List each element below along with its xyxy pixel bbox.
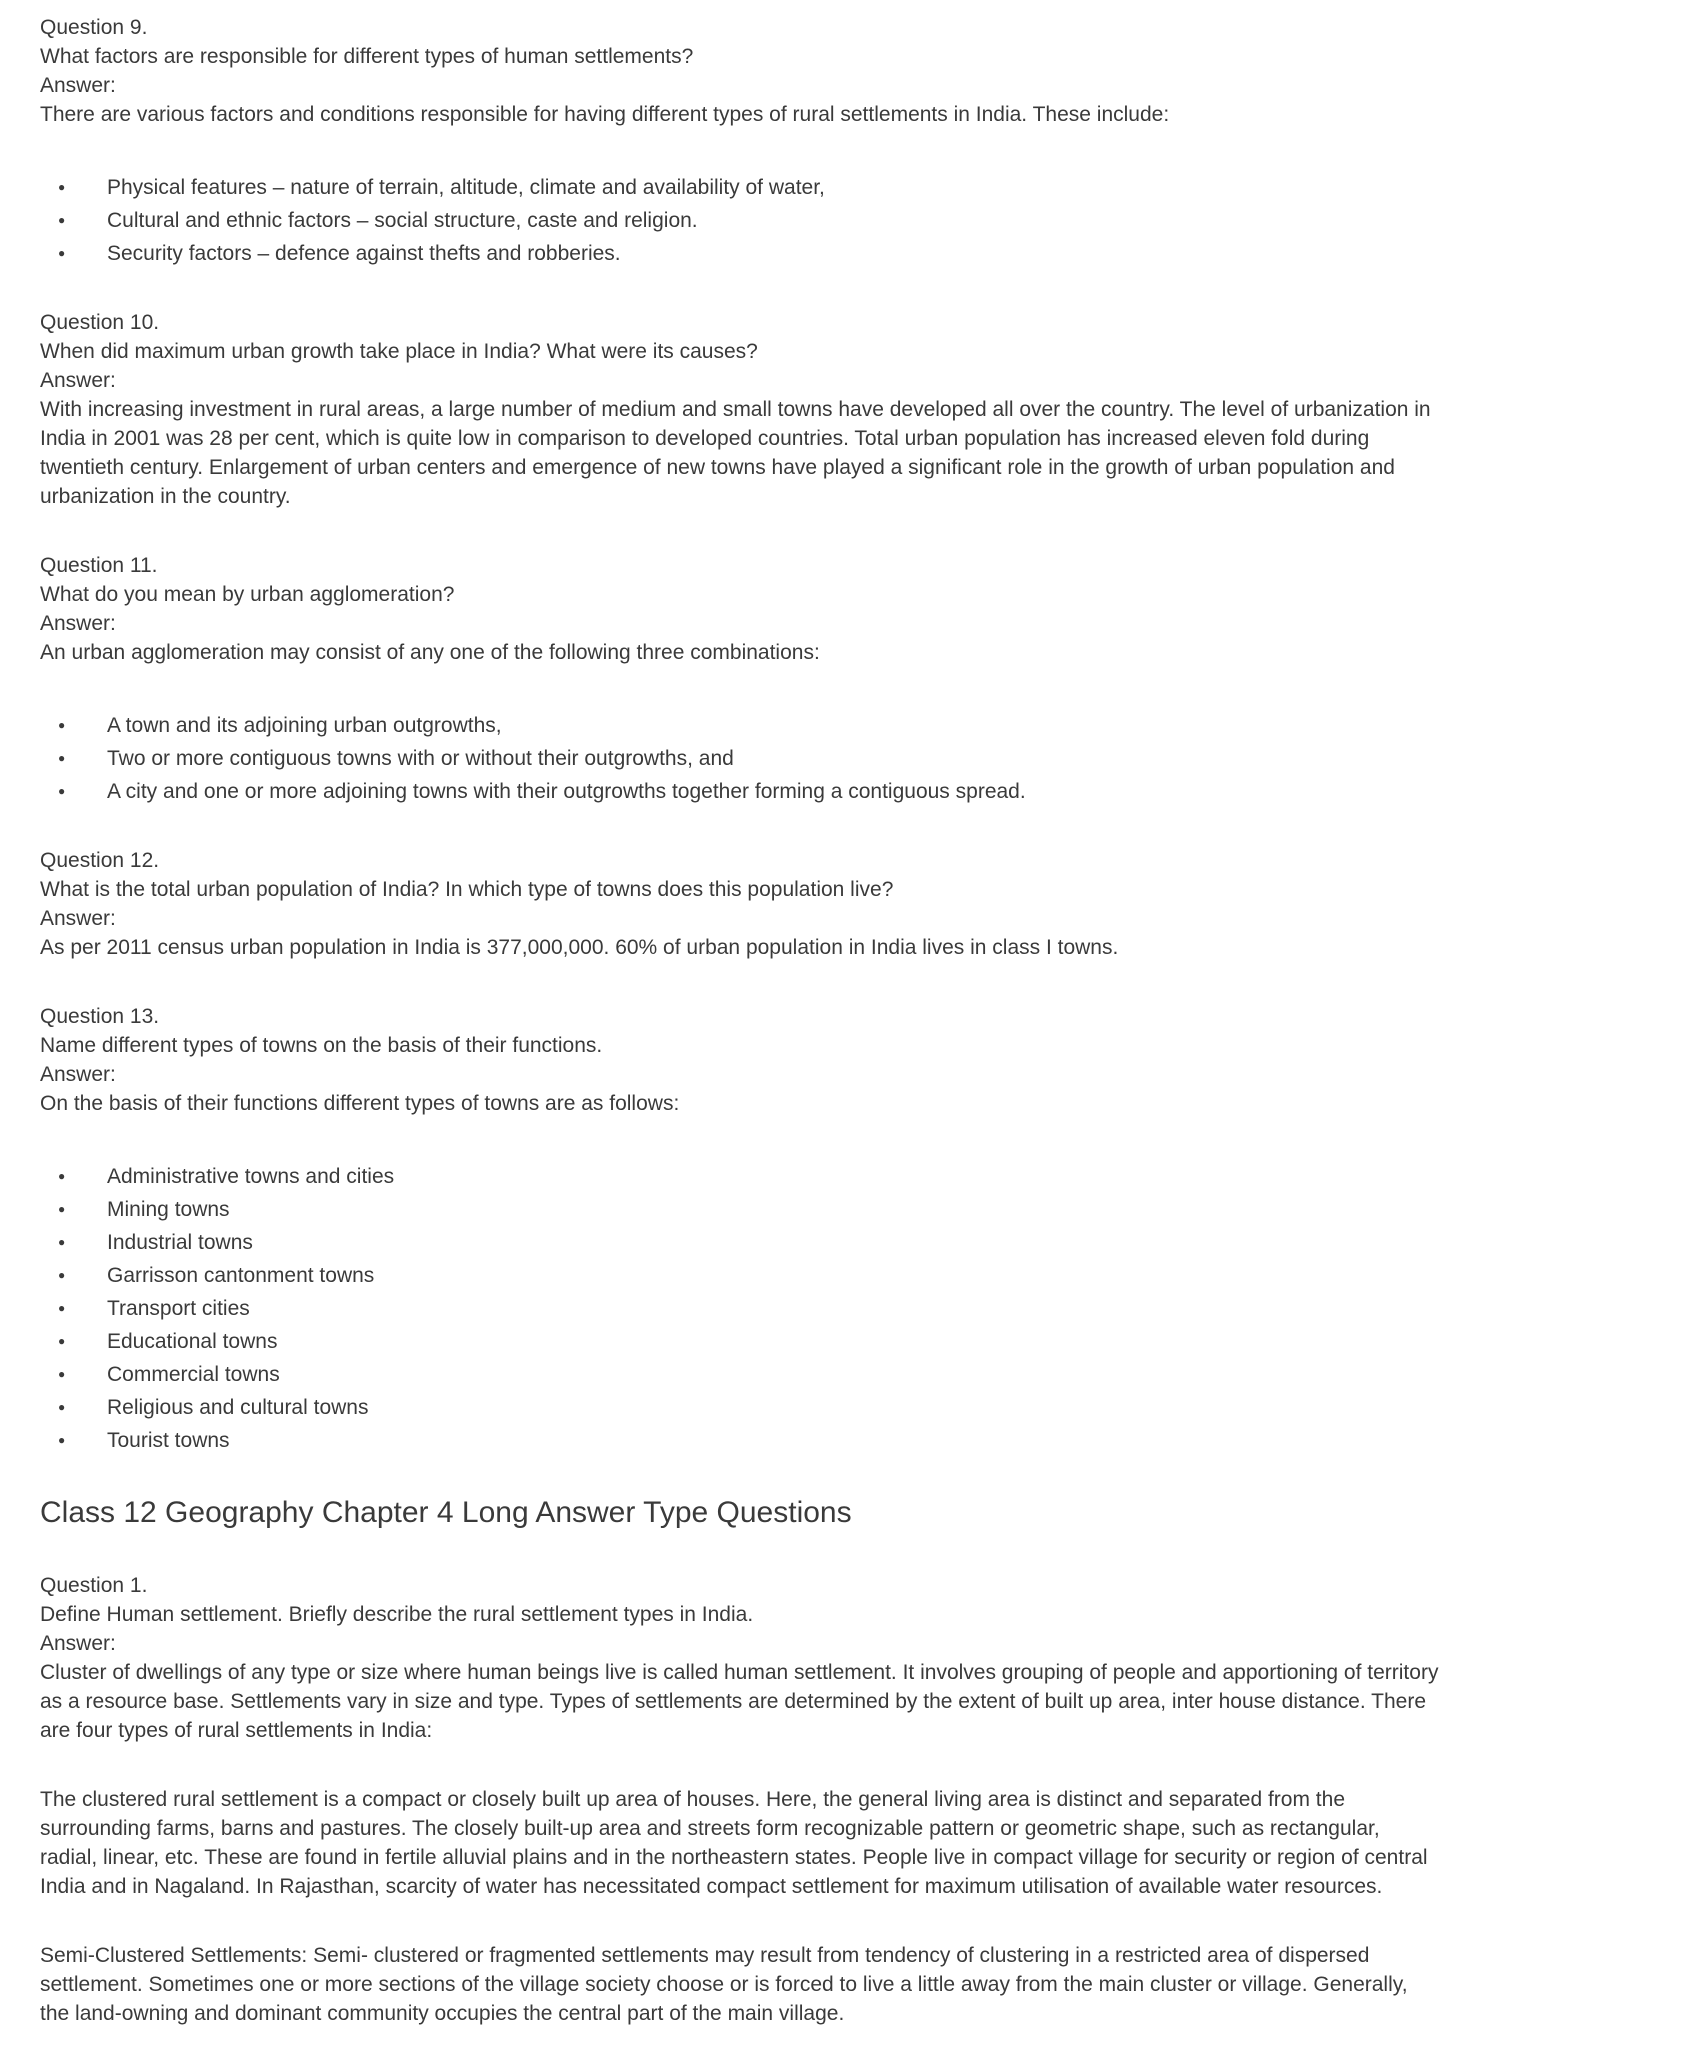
question-9-answer-label: Answer: bbox=[40, 74, 116, 97]
question-12-text: What is the total urban population of India? In which type of towns does this population live? bbox=[40, 878, 894, 901]
question-12-label: Question 12. bbox=[40, 849, 160, 872]
bullet-item: ● Cultural and ethnic factors – social structure, caste and religion. bbox=[58, 206, 1440, 235]
bullet-item: ● Mining towns bbox=[58, 1195, 1440, 1224]
question-11-text: What do you mean by urban agglomeration? bbox=[40, 583, 455, 606]
question-13-answer-label: Answer: bbox=[40, 1063, 116, 1086]
bullet-item: ● Tourist towns bbox=[58, 1426, 1440, 1455]
question-1-answer-label: Answer: bbox=[40, 1632, 116, 1655]
bullet-item: ● Administrative towns and cities bbox=[58, 1162, 1440, 1191]
question-11-answer-label: Answer: bbox=[40, 612, 116, 635]
long-answer-section-heading: Class 12 Geography Chapter 4 Long Answer Type Questions bbox=[40, 1496, 852, 1529]
question-10-answer-text: With increasing investment in rural areas, a large number of medium and small towns have developed all over the country. The level of urbanization in India in 2001 was 28 per cent, which is quite low in comparison to developed countries. Total urban population has increased eleven fold during twentieth century. Enlargement of urban centers and emergence of new towns have played a significant role in the growth of urban population and urbanization in the country. bbox=[40, 398, 1431, 508]
question-13-answer-text: On the basis of their functions different types of towns are as follows: bbox=[40, 1092, 680, 1115]
bullet-item: ● Industrial towns bbox=[58, 1228, 1440, 1257]
question-1-answer-text: Cluster of dwellings of any type or size where human beings live is called human settlement. It involves grouping of people and apportioning of territory as a resource base. Settlements vary in size and type. Types of settlements are determined by the extent of built up area, inter house distance. There are four types of rural settlements in India: bbox=[40, 1661, 1439, 1742]
bullet-item: ● Educational towns bbox=[58, 1327, 1440, 1356]
question-11-label: Question 11. bbox=[40, 554, 158, 577]
bullet-item: ● A city and one or more adjoining towns with their outgrowths together forming a contiguous spread. bbox=[58, 777, 1440, 806]
question-block-11 bbox=[40, 551, 1440, 667]
question-13-bullet-list bbox=[40, 1162, 1440, 1455]
question-block-9 bbox=[40, 13, 1440, 129]
question-1-label: Question 1. bbox=[40, 1574, 148, 1597]
question-11-bullet-list bbox=[40, 711, 1440, 806]
question-10-answer-label: Answer: bbox=[40, 369, 116, 392]
question-9-label: Question 9. bbox=[40, 16, 148, 39]
question-9-answer-text: There are various factors and conditions responsible for having different types of rural settlements in India. These include: bbox=[40, 103, 1170, 126]
question-13-label: Question 13. bbox=[40, 1005, 160, 1028]
question-13-text: Name different types of towns on the basis of their functions. bbox=[40, 1034, 603, 1057]
question-1-text: Define Human settlement. Briefly describe the rural settlement types in India. bbox=[40, 1603, 754, 1626]
question-block-long-1 bbox=[40, 1571, 1440, 1745]
question-block-10 bbox=[40, 308, 1440, 511]
semi-clustered-settlement-paragraph: Semi-Clustered Settlements: Semi- clustered or fragmented settlements may result from tendency of clustering in a restricted area of dispersed settlement. Sometimes one or more sections of the village society choose or is forced to live a little away from the main cluster or village. Generally, the land-owning and dominant community occupies the central part of the main village. bbox=[40, 1944, 1408, 2025]
question-10-label: Question 10. bbox=[40, 311, 160, 334]
bullet-item: ● A town and its adjoining urban outgrowths, bbox=[58, 711, 1440, 740]
bullet-item: ● Two or more contiguous towns with or without their outgrowths, and bbox=[58, 744, 1440, 773]
question-11-answer-text: An urban agglomeration may consist of any one of the following three combinations: bbox=[40, 641, 820, 664]
bullet-item: ● Commercial towns bbox=[58, 1360, 1440, 1389]
question-block-12 bbox=[40, 846, 1440, 962]
clustered-settlement-paragraph: The clustered rural settlement is a compact or closely built up area of houses. Here, the general living area is distinct and separated from the surrounding farms, barns and pastures. The closely built-up area and streets form recognizable pattern or geometric shape, such as rectangular, radial, linear, etc. These are found in fertile alluvial plains and in the northeastern states. People live in compact village for security or region of central India and in Nagaland. In Rajasthan, scarcity of water has necessitated compact settlement for maximum utilisation of available water resources. bbox=[40, 1788, 1428, 1898]
question-10-text: When did maximum urban growth take place in India? What were its causes? bbox=[40, 340, 758, 363]
bullet-item: ● Religious and cultural towns bbox=[58, 1393, 1440, 1422]
question-9-text: What factors are responsible for different types of human settlements? bbox=[40, 45, 694, 68]
question-9-bullet-list bbox=[40, 173, 1440, 268]
bullet-item: ● Garrisson cantonment towns bbox=[58, 1261, 1440, 1290]
text-column bbox=[40, 13, 1440, 2028]
bullet-item: ● Security factors – defence against thefts and robberies. bbox=[58, 239, 1440, 268]
question-12-answer-text: As per 2011 census urban population in India is 377,000,000. 60% of urban population in India lives in class I towns. bbox=[40, 936, 1119, 959]
bullet-item: ● Transport cities bbox=[58, 1294, 1440, 1323]
question-block-13 bbox=[40, 1002, 1440, 1118]
bullet-item: ● Physical features – nature of terrain, altitude, climate and availability of water, bbox=[58, 173, 1440, 202]
question-12-answer-label: Answer: bbox=[40, 907, 116, 930]
